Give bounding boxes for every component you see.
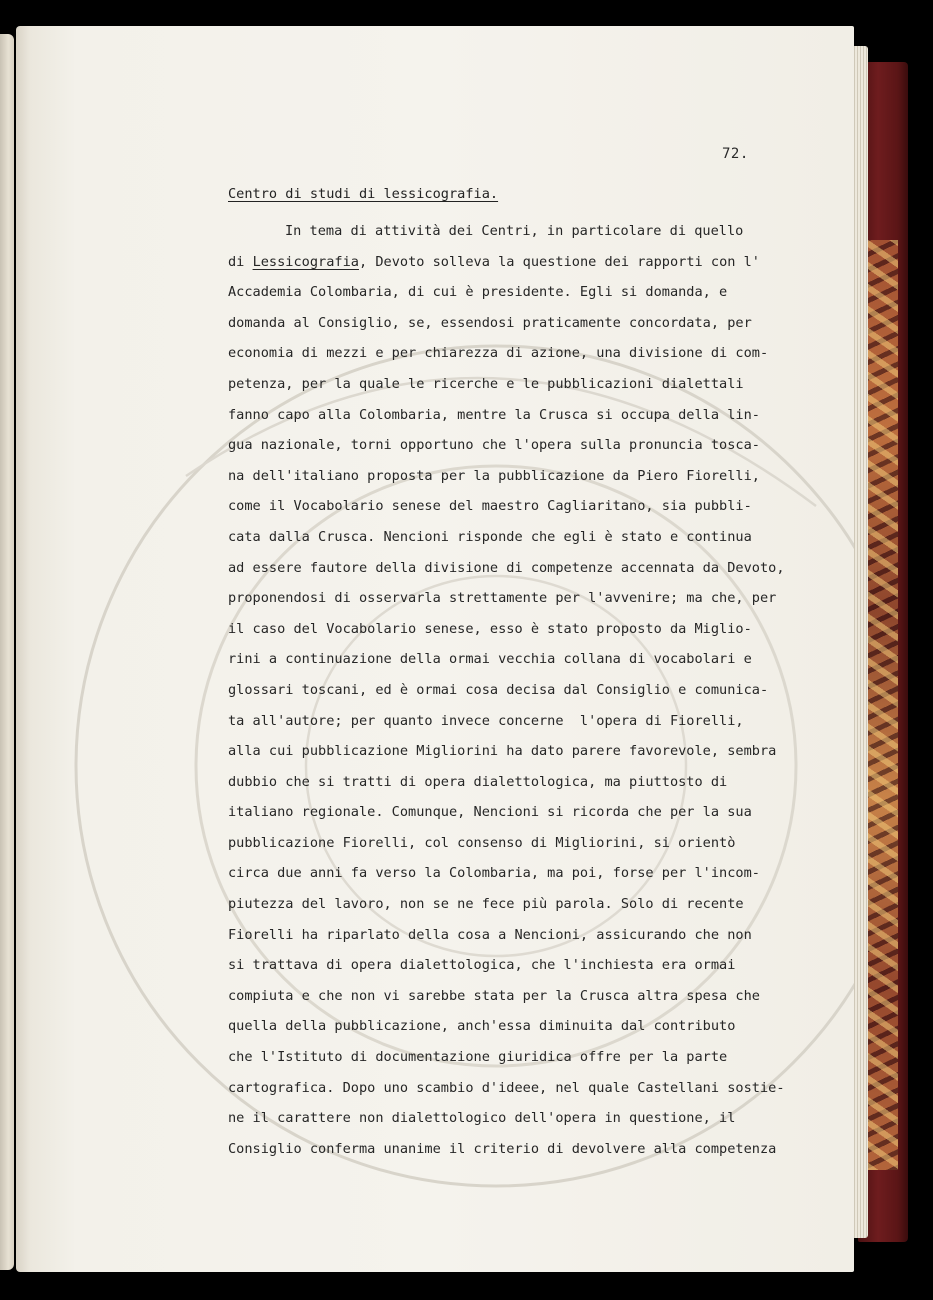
text-line [228,400,788,431]
text-line-content: ad essere fautore della divisione di competenze accennata da Devoto, [228,559,785,576]
text-line-content: rini a continuazione della ormai vecchia collana di vocabolari e [228,651,752,668]
text-line [228,706,788,737]
text-line [228,981,788,1012]
text-line [228,1011,788,1042]
text-line [228,247,788,278]
text-line [228,277,788,308]
text-line-content: come il Vocabolario senese del maestro Cagliaritano, sia pubbli- [228,498,752,515]
text-line [228,461,788,492]
text-line [228,216,788,247]
text-line [228,522,788,553]
text-line-content: che l'Istituto di documentazione giuridica offre per la parte [228,1049,728,1066]
text-line-content: petenza, per la quale le ricerche e le pubblicazioni dialettali [228,375,744,392]
text-line-prefix: di [228,253,253,270]
text-line-content: ne il carattere non dialettologico dell'opera in questione, il [228,1110,736,1127]
text-line [228,614,788,645]
text-line-content: cartografica. Dopo uno scambio d'ideee, nel quale Castellani sostie- [228,1079,785,1096]
marbled-endpaper [868,240,898,1170]
page-number: 72. [722,146,749,162]
text-line-content: dubbio che si tratti di opera dialettologica, ma piuttosto di [228,773,728,790]
text-line [228,889,788,920]
text-line [228,1134,788,1165]
text-line [228,1073,788,1104]
text-line-content: cata dalla Crusca. Nencioni risponde che egli è stato e continua [228,528,752,545]
text-line [228,858,788,889]
text-line-content: na dell'italiano proposta per la pubblicazione da Piero Fiorelli, [228,467,760,484]
text-line-content: gua nazionale, torni opportuno che l'opera sulla pronuncia tosca- [228,437,760,454]
text-line-content: domanda al Consiglio, se, essendosi praticamente concordata, per [228,314,752,331]
text-line [228,1042,788,1073]
text-line-content: pubblicazione Fiorelli, col consenso di Migliorini, si orientò [228,834,736,851]
text-line [228,369,788,400]
text-line [228,920,788,951]
text-line-content: fanno capo alla Colombaria, mentre la Crusca si occupa della lin- [228,406,760,423]
text-line-content: Fiorelli ha riparlato della cosa a Nencioni, assicurando che non [228,926,752,943]
body-text [228,216,788,1164]
underlined-term: Lessicografia [252,253,359,270]
text-line [228,675,788,706]
text-line [228,338,788,369]
text-line-content: , Devoto solleva la questione dei rapporti con l' [358,253,760,270]
text-line-content: il caso del Vocabolario senese, esso è stato proposto da Miglio- [228,620,752,637]
text-line-content: proponendosi di osservarla strettamente per l'avvenire; ma che, per [228,590,777,607]
text-line-content: In tema di attività dei Centri, in particolare di quello [285,223,744,239]
text-line [228,736,788,767]
text-line-content: economia di mezzi e per chiarezza di azione, una divisione di com- [228,345,769,362]
document-page [16,26,854,1272]
section-title: Centro di studi di lessicografia. [228,186,499,202]
text-line-content: Accademia Colombaria, di cui è presidente. Egli si domanda, e [228,284,728,301]
text-line [228,797,788,828]
page-stack-edge [852,46,868,1238]
previous-page-edge [0,34,14,1270]
text-line [228,767,788,798]
text-line [228,553,788,584]
text-line-content: alla cui pubblicazione Migliorini ha dato parere favorevole, sembra [228,743,777,760]
text-line [228,1103,788,1134]
text-line [228,430,788,461]
text-line-content: si trattava di opera dialettologica, che l'inchiesta era ormai [228,957,736,974]
text-line [228,491,788,522]
text-line-content: piutezza del lavoro, non se ne fece più parola. Solo di recente [228,896,744,913]
text-line [228,308,788,339]
text-line-content: quella della pubblicazione, anch'essa diminuita dal contributo [228,1018,736,1035]
text-line-content: italiano regionale. Comunque, Nencioni si ricorda che per la sua [228,804,752,821]
text-line [228,828,788,859]
text-line-content: ta all'autore; per quanto invece concerne l'opera di Fiorelli, [228,712,744,729]
text-line [228,644,788,675]
text-line-content: circa due anni fa verso la Colombaria, ma poi, forse per l'incom- [228,865,760,882]
text-line [228,583,788,614]
text-line-content: Consiglio conferma unanime il criterio di devolvere alla competenza [228,1140,777,1157]
text-line-content: glossari toscani, ed è ormai cosa decisa dal Consiglio e comunica- [228,681,769,698]
text-line [228,950,788,981]
text-line-content: compiuta e che non vi sarebbe stata per la Crusca altra spesa che [228,987,760,1004]
